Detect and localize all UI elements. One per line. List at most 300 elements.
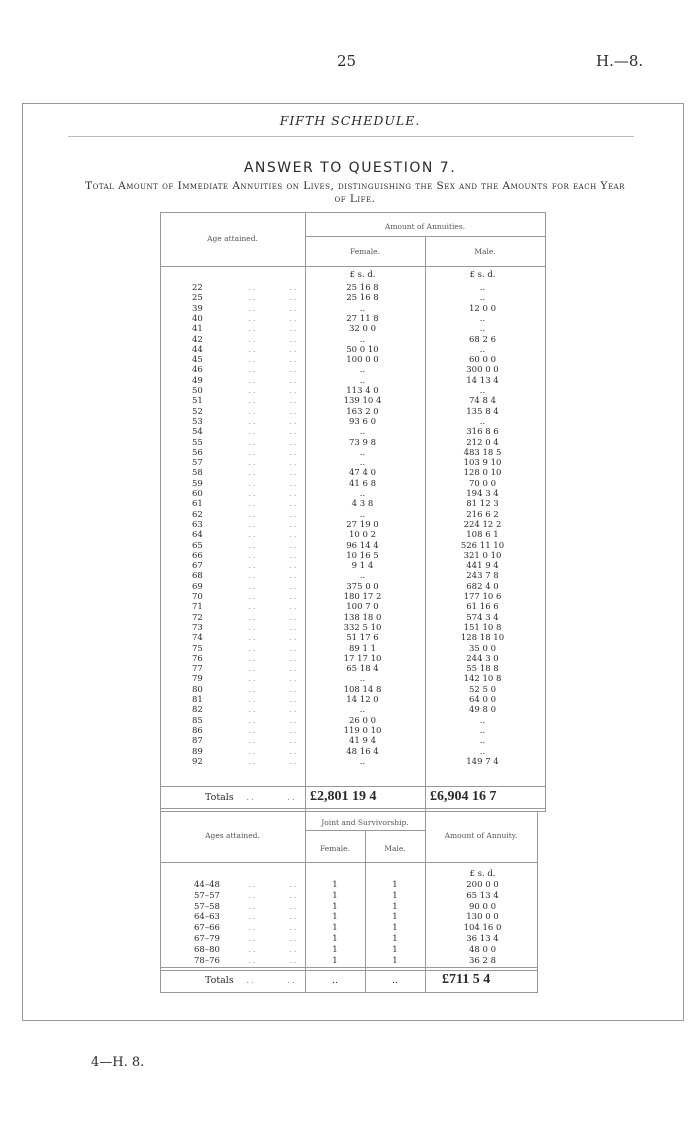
leader-dots: .. [248,684,258,695]
table-row [160,283,540,293]
t2-currency: £ s. d. [469,869,496,879]
leader-dots: .. [289,303,299,314]
leader-dots: .. [289,880,299,890]
annuity-amount: 104 16 0 [463,923,502,934]
age-cell: 68 [192,571,203,582]
table-row [160,736,540,746]
joint-male-cell: 1 [392,912,398,923]
leader-dots: .. [248,643,258,654]
leader-dots: .. [289,581,299,592]
male-amount: 441 9 4 [466,561,499,572]
joint-male-cell: 1 [392,890,398,901]
leader-dots: .. [248,934,258,944]
table-row [160,551,540,561]
table-row [160,945,540,955]
table-row [160,726,540,736]
male-amount: .. [479,715,486,726]
female-amount: 48 16 4 [346,746,379,757]
leader-dots: .. [289,437,299,448]
female-amount: 25 16 8 [346,283,379,293]
age-cell: 59 [192,478,203,489]
answer-heading: ANSWER TO QUESTION 7. [243,160,457,176]
male-amount: 316 8 6 [466,427,499,438]
age-cell: 71 [192,602,203,613]
ages-cell: 78–76 [194,955,220,966]
table-row [160,520,540,530]
leader-dots: .. [289,725,299,736]
female-amount: 47 4 0 [348,468,377,479]
age-cell: 89 [192,746,203,757]
joint-male-cell: 1 [392,955,398,966]
leader-dots: .. [289,684,299,695]
leader-dots: .. [289,944,299,955]
leader-dots: .. [289,293,299,304]
leader-dots: .. [248,499,258,510]
leader-dots: .. [248,725,258,736]
male-amount: 243 7 8 [466,571,499,582]
female-amount: 96 14 4 [346,540,379,551]
female-amount: .. [359,705,366,716]
table-row [160,396,540,406]
male-amount: 142 10 8 [463,674,502,685]
male-amount: 216 6 2 [466,509,499,520]
female-amount: 41 9 4 [348,736,377,747]
age-cell: 41 [192,324,203,335]
male-amount: 682 4 0 [466,581,499,592]
totals-dots: .. [246,792,257,803]
table-row [160,747,540,757]
age-cell: 44 [192,344,203,355]
male-amount: 61 16 6 [466,602,499,613]
amount-header: Amount of Annuities. [384,222,466,231]
female-amount: .. [359,303,366,314]
table-row [160,891,540,901]
leader-dots: .. [248,406,258,417]
table-row [160,685,540,695]
table-row [160,654,540,664]
male-amount: .. [479,386,486,396]
female-currency: £ s. d. [349,270,376,280]
male-amount: 108 6 1 [466,530,499,541]
table-row [160,438,540,448]
female-amount: 139 10 4 [343,396,382,407]
annuity-amount: 130 0 0 [466,912,499,923]
female-amount: 27 11 8 [346,313,379,324]
table-right-rule [545,212,546,812]
leader-dots: .. [248,923,258,934]
female-amount: 4 3 8 [351,499,374,510]
age-cell: 70 [192,592,203,602]
female-amount: 41 6 8 [348,478,377,489]
joint-male-cell: 1 [392,944,398,955]
age-cell: 54 [192,427,203,438]
leader-dots: .. [248,396,258,407]
male-amount: 70 0 0 [468,478,497,489]
male-amount: 224 12 2 [463,519,502,530]
male-amount: 128 0 10 [463,468,502,479]
leader-dots: .. [289,705,299,716]
age-cell: 74 [192,633,203,644]
ages-cell: 57–57 [194,890,220,901]
annuity-amount: 36 2 8 [468,955,497,966]
t2-female-header: Female. [319,844,351,853]
leader-dots: .. [289,550,299,561]
leader-dots: .. [248,344,258,355]
leader-dots: .. [289,571,299,582]
leader-dots: .. [289,365,299,376]
leader-dots: .. [289,746,299,757]
leader-dots: .. [289,955,299,966]
male-amount: 103 9 10 [463,458,502,469]
table-row [160,923,540,933]
age-cell: 46 [192,365,203,376]
female-amount: 180 17 2 [343,592,382,602]
leader-dots: .. [289,736,299,747]
male-amount: .. [479,725,486,736]
age-cell: 53 [192,416,203,427]
table-row [160,407,540,417]
ages-cell: 67–66 [194,923,220,934]
leader-dots: .. [248,736,258,747]
female-amount: 65 18 4 [346,664,379,675]
table-row [160,541,540,551]
joint-female-cell: 1 [332,890,338,901]
leader-dots: .. [289,890,299,901]
female-amount: .. [359,571,366,582]
joint-female-cell: 1 [332,923,338,934]
female-amount: .. [359,509,366,520]
leader-dots: .. [248,715,258,726]
table-row [160,956,540,966]
leader-dots: .. [289,561,299,572]
age-cell: 65 [192,540,203,551]
footer-signature: 4—H. 8. [91,1055,145,1070]
table-row [160,479,540,489]
leader-dots: .. [248,581,258,592]
leader-dots: .. [248,612,258,623]
leader-dots: .. [289,695,299,705]
leader-dots: .. [248,386,258,396]
totals-double-rule [160,811,545,812]
male-amount: 81 12 3 [466,499,499,510]
leader-dots: .. [248,880,258,890]
leader-dots: .. [248,622,258,633]
age-cell: 92 [192,756,203,767]
leader-dots: .. [289,612,299,623]
female-amount: 9 1 4 [351,561,374,572]
joint-male-cell: 1 [392,934,398,944]
leader-dots: .. [248,912,258,923]
leader-dots: .. [248,664,258,675]
table-row [160,304,540,314]
table-row [160,934,540,944]
female-amount: 332 5 10 [343,622,382,633]
male-amount: .. [479,324,486,335]
annuity-amount: 200 0 0 [466,880,499,890]
t2-totals-double-rule [160,970,537,971]
male-amount: .. [479,283,486,293]
t2-joint-rule [305,830,425,831]
male-amount: 55 18 8 [466,664,499,675]
male-amount: 128 18 10 [460,633,505,644]
female-amount: 32 0 0 [348,324,377,335]
female-amount: 14 12 0 [346,695,379,705]
t2-bottom-rule [160,992,537,993]
age-attained-header: Age attained. [207,234,258,243]
table-row [160,448,540,458]
table-row [160,386,540,396]
male-amount: .. [479,344,486,355]
leader-dots: .. [248,416,258,427]
male-amount: .. [479,313,486,324]
leader-dots: .. [248,365,258,376]
leader-dots: .. [248,283,258,293]
leader-dots: .. [289,756,299,767]
age-cell: 72 [192,612,203,623]
table-row [160,345,540,355]
male-amount: 135 8 4 [466,406,499,417]
ages-cell: 68–80 [194,944,220,955]
female-amount: .. [359,427,366,438]
female-amount: 10 16 5 [346,550,379,561]
female-amount: 25 16 8 [346,293,379,304]
t2-totals-label: Totals [205,975,234,986]
female-amount: 27 19 0 [346,519,379,530]
male-amount: 68 2 6 [468,334,497,345]
table-row [160,561,540,571]
table-row [160,912,540,922]
annuity-amount: 65 13 4 [466,890,499,901]
female-amount: 10 0 2 [348,530,377,541]
female-amount: .. [359,334,366,345]
female-amount: 138 18 0 [343,612,382,623]
leader-dots: .. [289,396,299,407]
male-amount: 64 0 0 [468,695,497,705]
leader-dots: .. [248,674,258,685]
t2-currency-row [160,869,540,879]
leader-dots: .. [289,653,299,664]
table-row [160,510,540,520]
age-cell: 58 [192,468,203,479]
age-cell: 45 [192,355,203,366]
leader-dots: .. [248,592,258,602]
female-amount: 113 4 0 [346,386,379,396]
female-amount: 26 0 0 [348,715,377,726]
leader-dots: .. [248,324,258,335]
totals-label: Totals [205,792,234,803]
female-amount: 100 0 0 [346,355,379,366]
leader-dots: .. [289,530,299,541]
page-reference: H.—8. [596,52,644,70]
leader-dots: .. [248,705,258,716]
leader-dots: .. [248,561,258,572]
table-row [160,633,540,643]
age-cell: 67 [192,561,203,572]
age-cell: 86 [192,725,203,736]
leader-dots: .. [289,540,299,551]
female-amount: .. [359,365,366,376]
joint-male-cell: 1 [392,901,398,912]
male-amount: 321 0 10 [463,550,502,561]
table-row [160,705,540,715]
age-cell: 50 [192,386,203,396]
table-row [160,324,540,334]
table-row [160,458,540,468]
joint-female-cell: 1 [332,955,338,966]
leader-dots: .. [289,664,299,675]
leader-dots: .. [248,303,258,314]
ages-cell: 64–63 [194,912,220,923]
table-row [160,664,540,674]
age-cell: 66 [192,550,203,561]
female-amount: 100 7 0 [346,602,379,613]
t2-totals-top-rule [160,967,537,968]
female-amount: .. [359,447,366,458]
age-cell: 51 [192,396,203,407]
age-cell: 52 [192,406,203,417]
age-cell: 49 [192,375,203,386]
leader-dots: .. [289,458,299,469]
leader-dots: .. [248,653,258,664]
leader-dots: .. [289,324,299,335]
table-row [160,757,540,767]
leader-dots: .. [248,293,258,304]
table-row [160,468,540,478]
age-cell: 79 [192,674,203,685]
male-amount: 35 0 0 [468,643,497,654]
joint-male-cell: 1 [392,923,398,934]
leader-dots: .. [248,489,258,499]
age-cell: 42 [192,334,203,345]
t2-male-header: Male. [384,844,406,853]
female-amount: 51 17 6 [346,633,379,644]
male-total: £6,904 16 7 [430,789,497,804]
table-row [160,623,540,633]
table-row [160,376,540,386]
title-rule [68,136,634,137]
male-amount: .. [479,293,486,304]
leader-dots: .. [248,313,258,324]
annuity-amount: 36 13 4 [466,934,499,944]
leader-dots: .. [289,934,299,944]
leader-dots: .. [248,571,258,582]
male-amount: .. [479,416,486,427]
leader-dots: .. [289,344,299,355]
female-amount: 73 9 8 [348,437,377,448]
table-row [160,582,540,592]
leader-dots: .. [248,756,258,767]
leader-dots: .. [248,901,258,912]
table-row [160,335,540,345]
leader-dots: .. [248,375,258,386]
leader-dots: .. [289,447,299,458]
leader-dots: .. [289,622,299,633]
male-amount: 483 18 5 [463,447,502,458]
t2-total-amount: £711 5 4 [442,972,491,987]
female-amount: 119 0 10 [343,725,382,736]
annuity-amount: 90 0 0 [468,901,497,912]
male-amount: 149 7 4 [466,756,499,767]
leader-dots: .. [248,437,258,448]
female-amount: 17 17 10 [343,653,382,664]
leader-dots: .. [289,715,299,726]
leader-dots: .. [289,509,299,520]
leader-dots: .. [289,674,299,685]
female-amount: .. [359,674,366,685]
leader-dots: .. [248,509,258,520]
male-header: Male. [474,247,496,256]
table-row [160,365,540,375]
female-amount: .. [359,375,366,386]
male-amount: 244 3 0 [466,653,499,664]
age-cell: 77 [192,664,203,675]
leader-dots: .. [289,375,299,386]
leader-dots: .. [248,602,258,613]
male-amount: .. [479,746,486,757]
age-cell: 25 [192,293,203,304]
age-cell: 69 [192,581,203,592]
age-cell: 40 [192,313,203,324]
male-currency: £ s. d. [469,270,496,280]
male-amount: 151 10 8 [463,622,502,633]
female-amount: 108 14 8 [343,684,382,695]
age-cell: 87 [192,736,203,747]
female-amount: .. [359,756,366,767]
age-cell: 22 [192,283,203,293]
leader-dots: .. [289,923,299,934]
age-cell: 55 [192,437,203,448]
t2-totals-dots: .. [246,975,257,986]
age-cell: 62 [192,509,203,520]
joint-female-cell: 1 [332,934,338,944]
male-amount: 212 0 4 [466,437,499,448]
t2-header-bottom-rule [160,862,537,863]
leader-dots: .. [289,283,299,293]
leader-dots: .. [289,478,299,489]
leader-dots: .. [248,746,258,757]
t2-total-female: .. [331,975,339,986]
age-cell: 81 [192,695,203,705]
leader-dots: .. [289,499,299,510]
leader-dots: .. [289,355,299,366]
male-amount: 177 10 6 [463,592,502,602]
table-row [160,613,540,623]
table-row [160,674,540,684]
currency-row [160,270,540,280]
table-row [160,880,540,890]
male-amount: 194 3 4 [466,489,499,499]
leader-dots: .. [289,468,299,479]
male-amount: .. [479,736,486,747]
male-amount: 60 0 0 [468,355,497,366]
male-amount: 49 8 0 [468,705,497,716]
table-row [160,695,540,705]
table-row [160,571,540,581]
leader-dots: .. [248,955,258,966]
leader-dots: .. [248,633,258,644]
male-amount: 52 5 0 [468,684,497,695]
table-row [160,314,540,324]
male-amount: 526 11 10 [460,540,505,551]
leader-dots: .. [248,458,258,469]
leader-dots: .. [289,313,299,324]
leader-dots: .. [248,334,258,345]
table-row [160,644,540,654]
leader-dots: .. [289,386,299,396]
leader-dots: .. [248,530,258,541]
age-cell: 60 [192,489,203,499]
ages-cell: 44–48 [194,880,220,890]
